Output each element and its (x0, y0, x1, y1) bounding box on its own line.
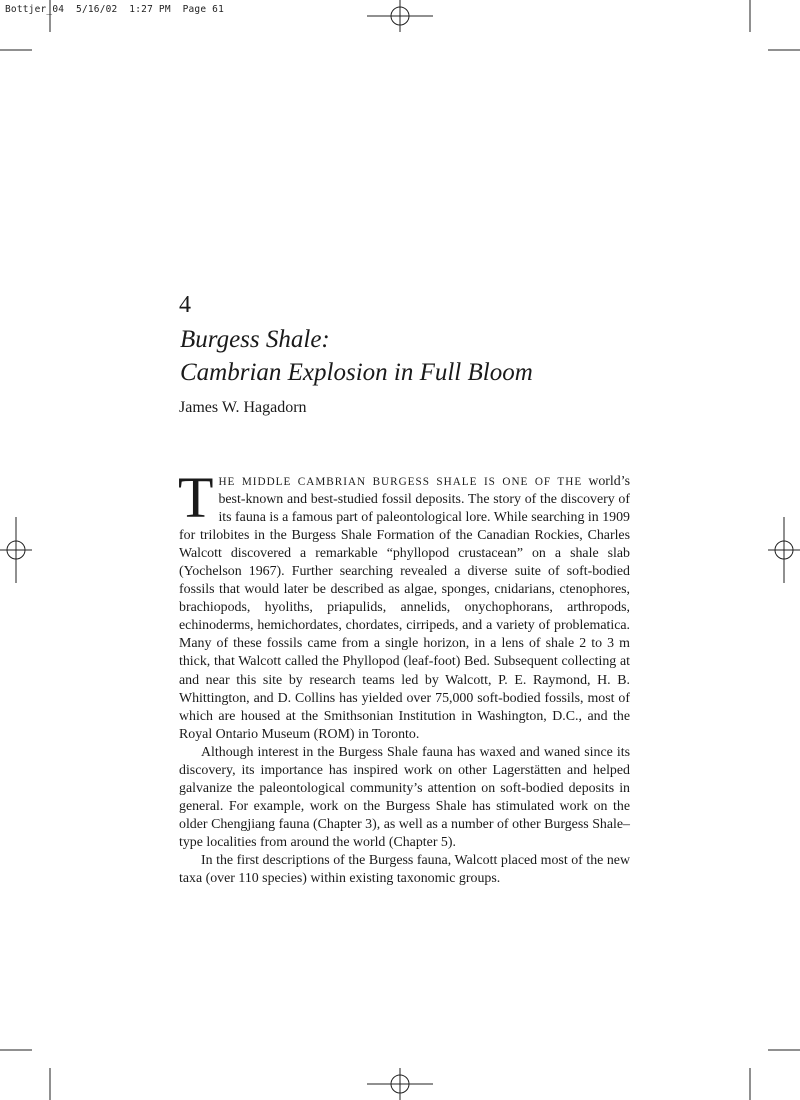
chapter-title (180, 323, 700, 389)
chapter-author: James W. Hagadorn (179, 399, 307, 416)
registration-mark-right (768, 517, 800, 583)
paragraph-1-text: world’s best-known and best-studied fossil deposits. The story of the discovery of its fauna is a famous part of paleontological lore. While searching in 1909 for trilobites in the Burgess Shale Formation of the Canadian Rockies, Charles Walcott discovered a remarkable “phyllopod crustacean” on a shale slab (Yochelson 1967). Further searching revealed a diverse suite of soft-bodied fossils that would later be described as algae, sponges, cnidarians, ctenophores, brachiopods, hyoliths, priapulids, annelids, onychophorans, arthropods, echinoderms, hemichordates, chordates, cirripeds, and a variety of problematica. Many of these fossils came from a single horizon, in a lens of shale 2 to 3 m thick, that Walcott called the Phyllopod (leaf-foot) Bed. Subsequent collecting at and near this site by research teams led by Walcott, P. E. Raymond, H. B. Whittington, and D. Collins has yielded over 75,000 soft-bodied fossils, most of which are housed at the Smithsonian Institution in Washington, D.C., and the Royal Ontario Museum (ROM) in Toronto. (179, 474, 630, 742)
paragraph-3: In the first descriptions of the Burgess fauna, Walcott placed most of the new taxa (over 110 species) within existing taxonomic groups. (179, 852, 630, 887)
paragraph-1 (178, 465, 630, 744)
drop-cap: T (178, 465, 214, 530)
body-text (178, 465, 630, 888)
chapter-title-line-2: Cambrian Explosion in Full Bloom (180, 359, 533, 386)
registration-mark-top (367, 0, 433, 32)
paragraph-2: Although interest in the Burgess Shale fauna has waxed and waned since its discovery, its importance has inspired work on other Lagerstätten and helped galvanize the paleontological community’s attention on soft-bodied deposits in general. For example, work on the Burgess Shale has stimulated work on the older Chengjiang fauna (Chapter 3), as well as a number of other Burgess Shale–type localities from around the world (Chapter 5). (179, 744, 630, 850)
lead-in-smallcaps: HE MIDDLE CAMBRIAN BURGESS SHALE IS ONE OF THE (218, 476, 583, 488)
registration-mark-left (0, 517, 32, 583)
chapter-title-line-1: Burgess Shale: (180, 326, 330, 353)
printer-slug: Bottjer_04 5/16/02 1:27 PM Page 61 (5, 4, 225, 15)
registration-mark-bottom (367, 1068, 433, 1100)
chapter-number: 4 (179, 292, 191, 318)
